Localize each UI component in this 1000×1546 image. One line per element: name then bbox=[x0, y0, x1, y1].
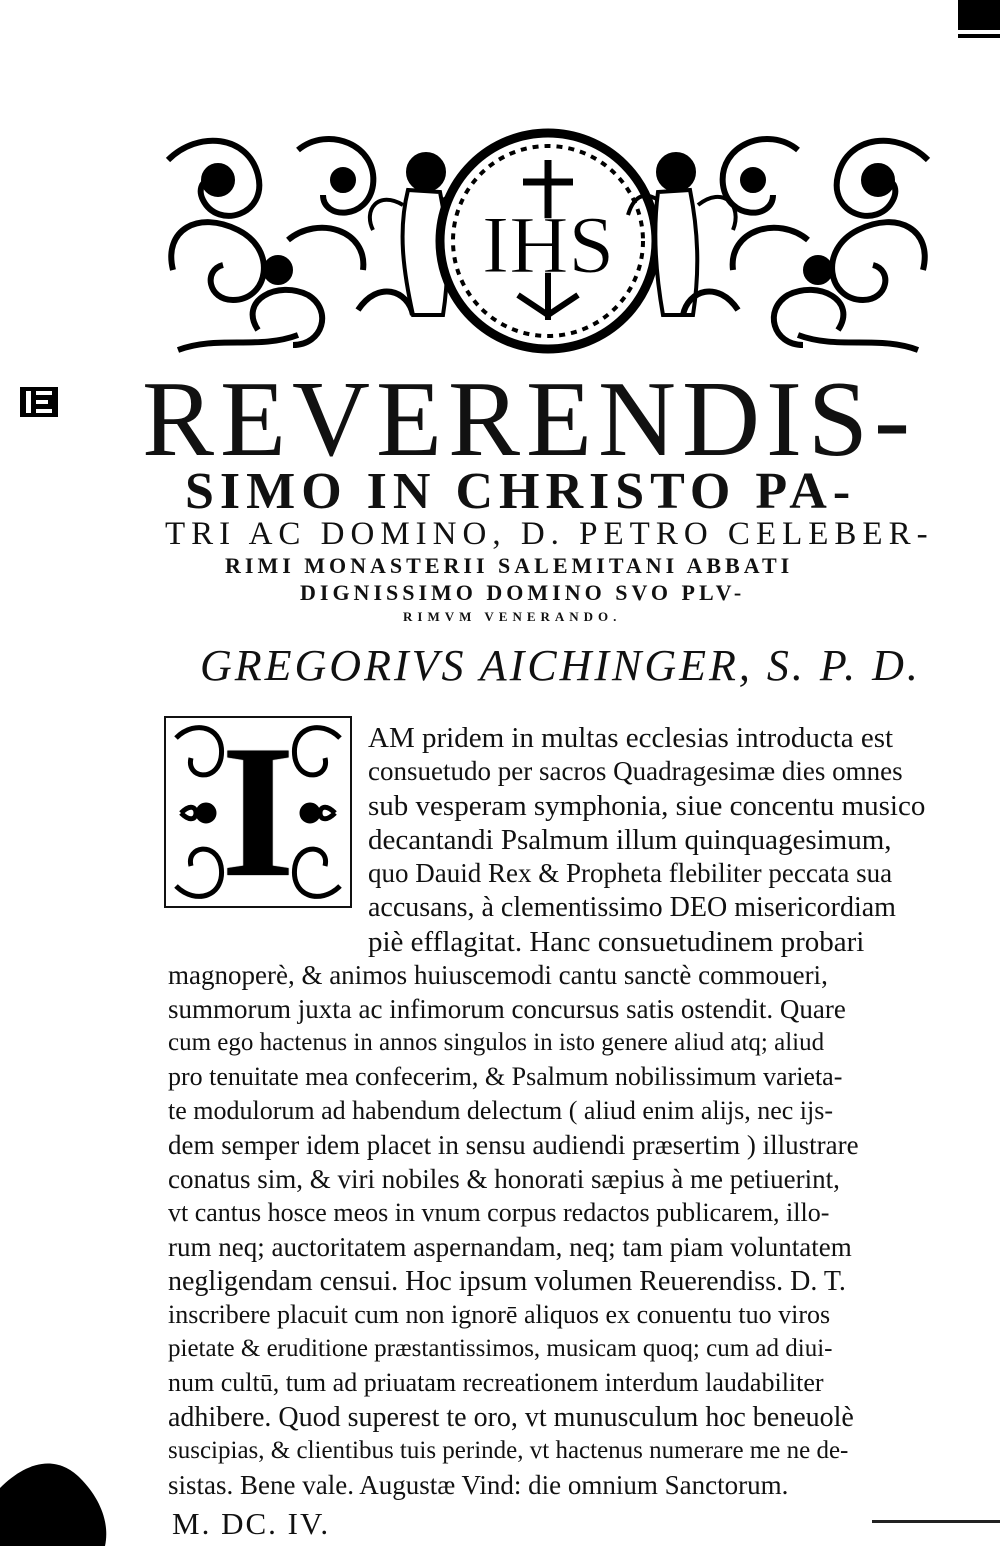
scan-edge-line bbox=[958, 34, 1000, 38]
body-line: rum neq; auctoritatem aspernandam, neq; tam piam voluntatem bbox=[168, 1232, 852, 1262]
body-line: te modulorum ad habendum delectum ( aliud enim alijs, nec ijs- bbox=[168, 1096, 833, 1125]
body-line: negligendam censui. Hoc ipsum volumen Reuerendiss. D. T. bbox=[168, 1266, 846, 1297]
body-line: cum ego hactenus in annos singulos in isto genere aliud atq; aliud bbox=[168, 1029, 825, 1056]
body-line: piè efflagitat. Hanc consuetudinem probari bbox=[368, 926, 865, 958]
body-line: sub vesperam symphonia, siue concentu musico bbox=[368, 790, 926, 822]
body-line: pro tenuitate mea confecerim, & Psalmum nobilissimum varieta- bbox=[168, 1062, 843, 1091]
scan-edge-mark bbox=[958, 0, 1000, 30]
headpiece-foliage-left bbox=[168, 139, 413, 350]
title-line-3: TRI AC DOMINO, D. PETRO CELEBER- bbox=[165, 516, 934, 552]
margin-printers-mark bbox=[18, 385, 60, 419]
title-line-1: REVERENDIS- bbox=[142, 360, 916, 479]
title-line-4: RIMI MONASTERII SALEMITANI ABBATI bbox=[225, 553, 794, 578]
body-line: inscribere placuit cum non ignorē aliquos ex conuentu tuo viros bbox=[168, 1300, 831, 1329]
body-line: conatus sim, & viri nobiles & honorati sæpius à me petiuerint, bbox=[168, 1164, 840, 1194]
publication-date: M. DC. IV. bbox=[172, 1506, 331, 1541]
body-line: sistas. Bene vale. Augustæ Vind: die omnium Sanctorum. bbox=[168, 1470, 789, 1500]
scan-bottom-line bbox=[872, 1520, 1000, 1523]
body-line: summorum juxta ac infimorum concursus satis ostendit. Quare bbox=[168, 994, 846, 1024]
body-line: vt cantus hosce meos in vnum corpus redactos publicarem, illo- bbox=[168, 1198, 830, 1227]
author-salutation: GREGORIVS AICHINGER, S. P. D. bbox=[200, 641, 921, 690]
title-line-2: SIMO IN CHRISTO PA- bbox=[185, 463, 857, 520]
decorated-initial bbox=[164, 707, 352, 917]
title-line-5: DIGNISSIMO DOMINO SVO PLV- bbox=[300, 580, 746, 605]
title-line-6: RIMVM VENERANDO. bbox=[403, 609, 622, 624]
body-line: suscipias, & clientibus tuis perinde, vt hactenus numerare me ne de- bbox=[168, 1437, 849, 1464]
body-line: accusans, à clementissimo DEO misericordiam bbox=[368, 892, 896, 923]
body-line: AM pridem in multas ecclesias introducta est bbox=[368, 722, 894, 754]
ornamental-headpiece bbox=[158, 120, 938, 362]
body-line: pietate & eruditione præstantissimos, musicam quoq; cum ad diui- bbox=[168, 1335, 833, 1362]
headpiece-foliage-right bbox=[683, 139, 928, 350]
initial-letter: I bbox=[221, 707, 295, 917]
body-line: dem semper idem placet in sensu audiendi præsertim ) illustrare bbox=[168, 1130, 859, 1160]
body-line: consuetudo per sacros Quadragesimæ dies omnes bbox=[368, 756, 903, 786]
body-line: magnoperè, & animos huiuscemodi cantu sanctè commoueri, bbox=[168, 960, 828, 990]
body-line: decantandi Psalmum illum quinquagesimum, bbox=[368, 824, 892, 856]
body-line: num cultū, tum ad priuatam recreationem interdum laudabiliter bbox=[168, 1368, 824, 1397]
body-line: quo Dauid Rex & Propheta flebiliter peccata sua bbox=[368, 858, 893, 888]
scan-shadow bbox=[0, 1448, 110, 1546]
body-line: adhibere. Quod superest te oro, vt munusculum hoc beneuolè bbox=[168, 1402, 854, 1433]
ihs-monogram: IHS bbox=[481, 199, 615, 290]
